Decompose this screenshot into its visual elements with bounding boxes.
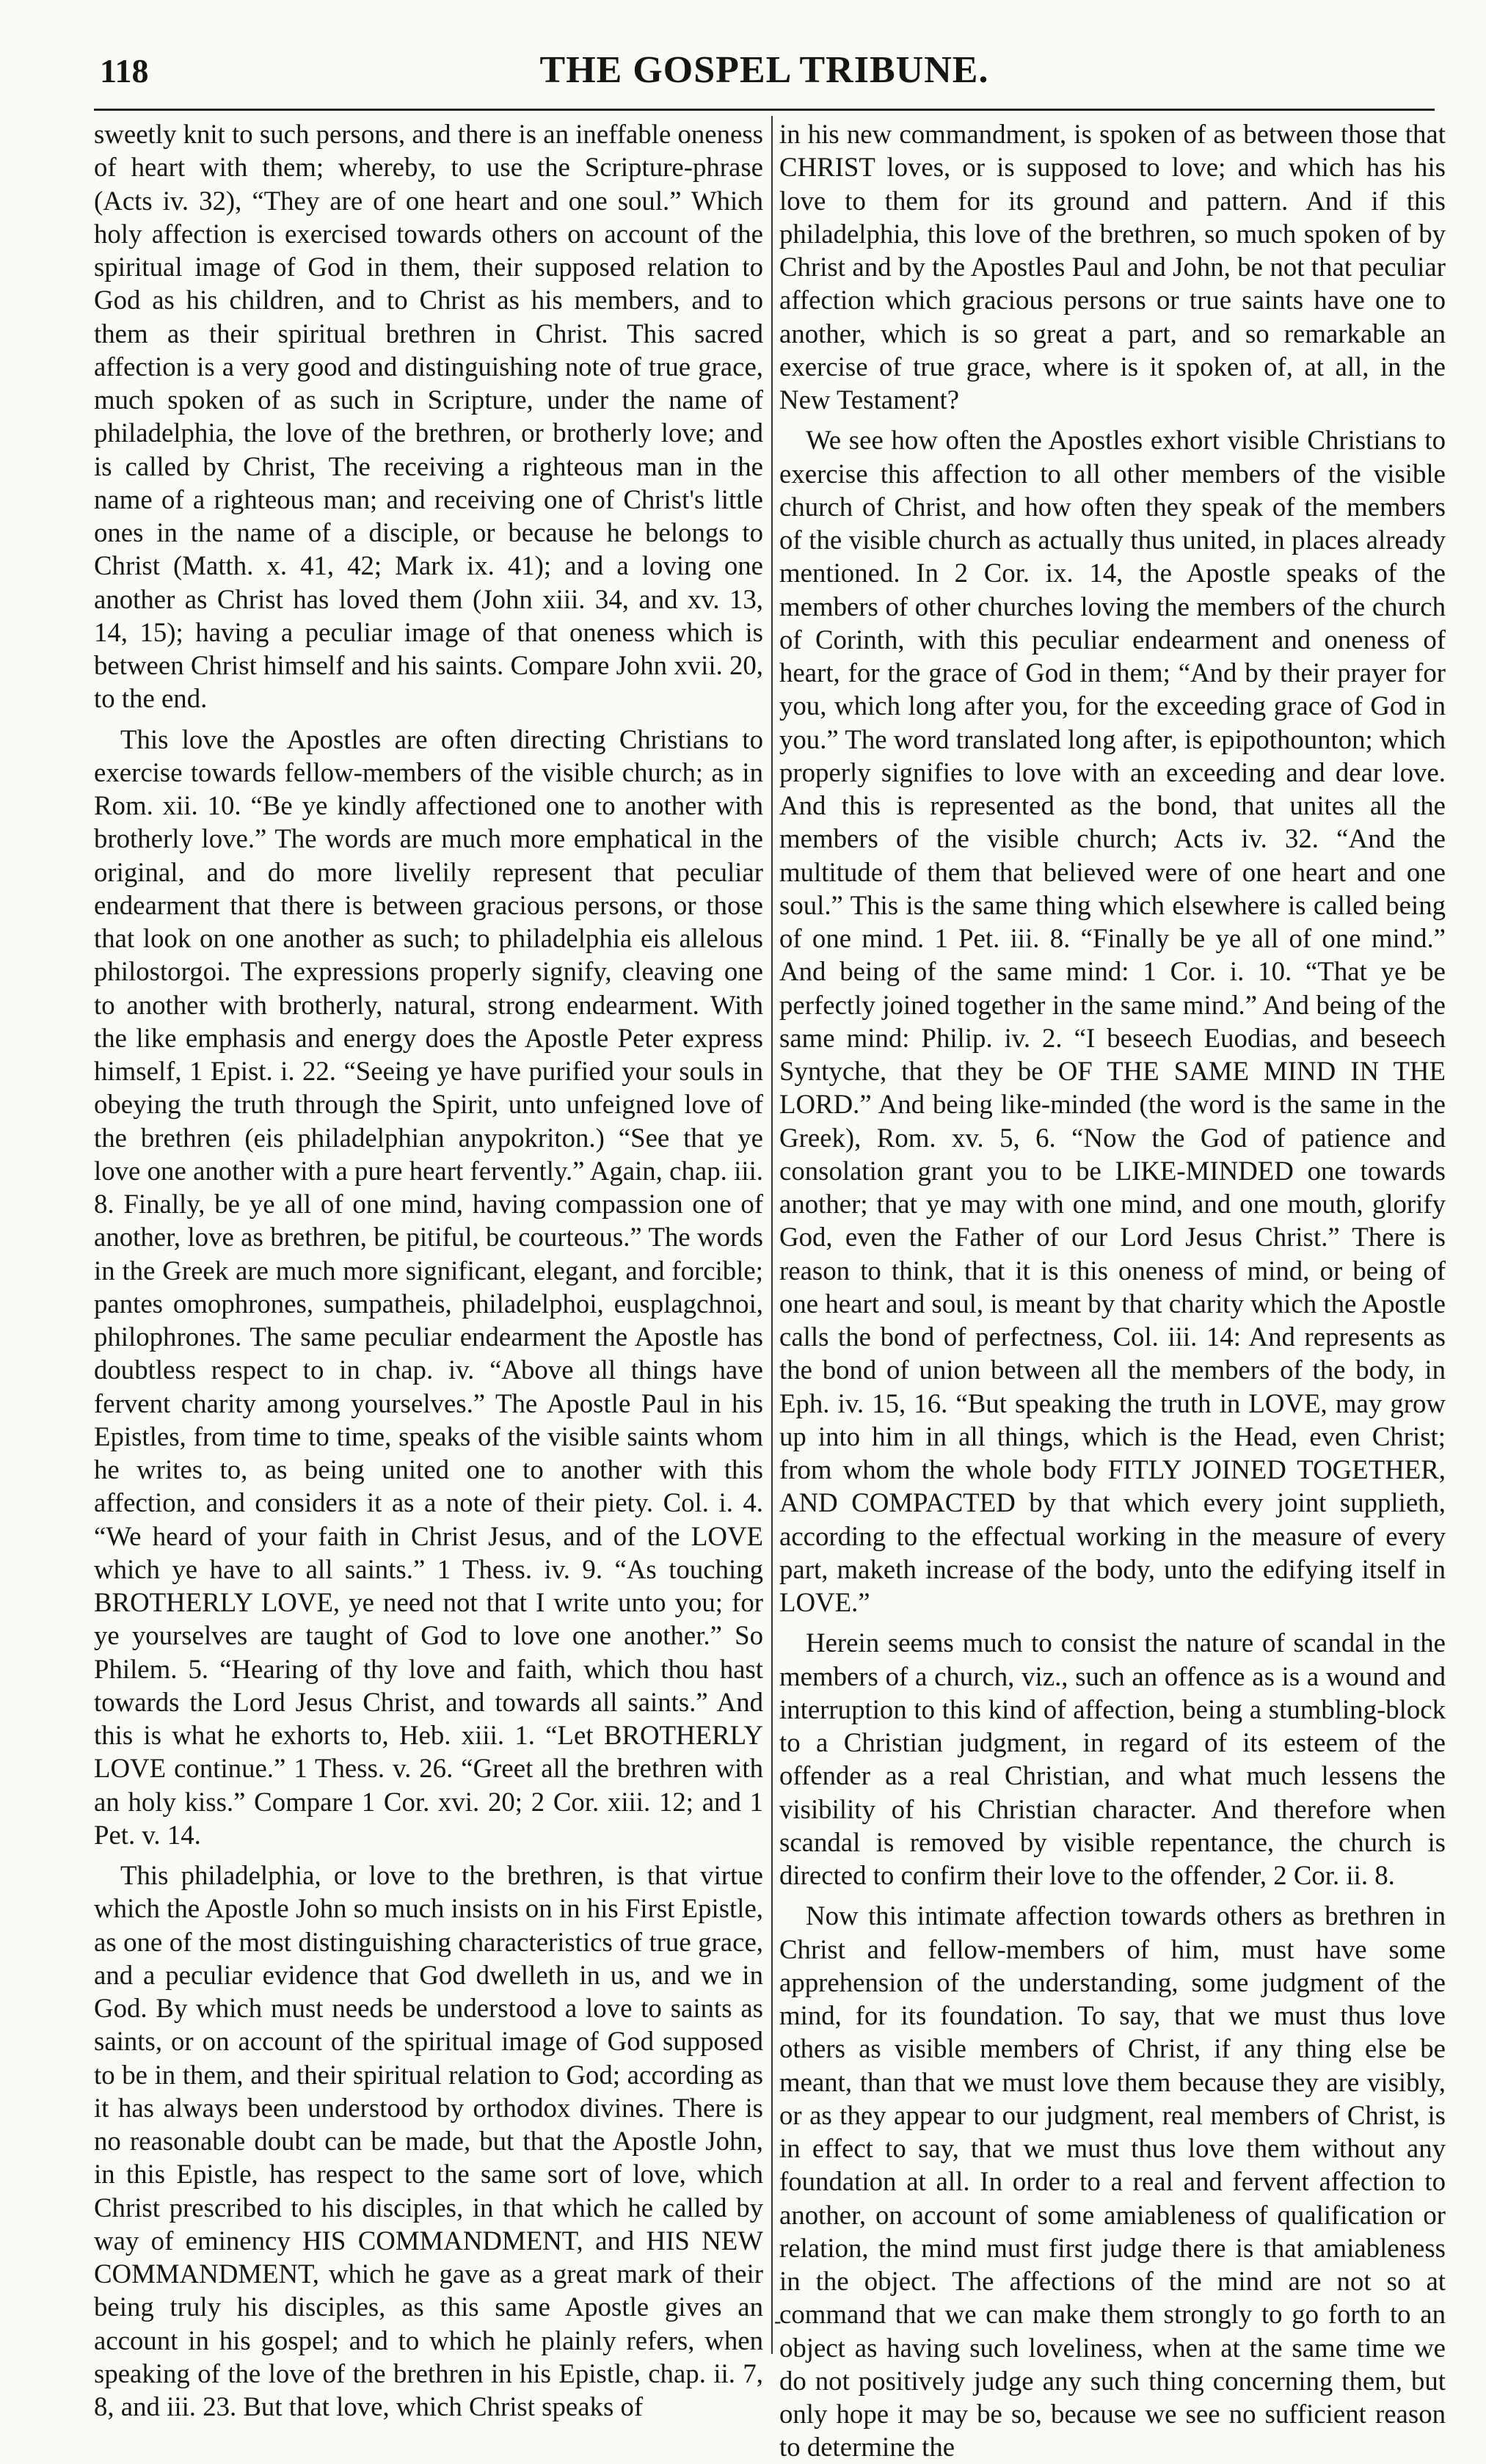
paragraph: sweetly knit to such persons, and there is an ineffable oneness of heart with them; whereby, to use the Scripture-phrase (Acts iv. 32), “They are of one heart and one soul.” Which holy affection is exercised towards others on account of the spiritual image of God in them, their supposed relation to God as his children, and to Christ as his members, and to them as their spiritual brethren in Christ. This sacred affection is a very good and distinguishing note of true grace, much spoken of as such in Scripture, under the name of philadelphia, the love of the brethren, or brotherly love; and is called by Christ, The receiving a righteous man in the name of a righteous man; and receiving one of Christ's little ones in the name of a disciple, or because he belongs to Christ (Matth. x. 41, 42; Mark ix. 41); and a loving one another as Christ has loved them (John xiii. 34, and xv. 13, 14, 15); having a peculiar image of that oneness which is between Christ himself and his saints. Compare John xvii. 20, to the end.	[94, 119, 763, 714]
left-column	[94, 117, 763, 2423]
paragraph: This philadelphia, or love to the brethren, is that virtue which the Apostle John so much insists on in his First Epistle, as one of the most distinguishing characteristics of true grace, and a peculiar evidence that God dwelleth in us, and we in God. By which must needs be understood a love to saints as saints, or on account of the spiritual image of God supposed to be in them, and their spiritual relation to God; according as it has always been understood by orthodox divines. There is no reasonable doubt can be made, but that the Apostle John, in this Epistle, has respect to the same sort of love, which Christ prescribed to his disciples, in that which he called by way of eminency HIS COMMANDMENT, and HIS NEW COMMANDMENT, which he gave as a great mark of their being truly his disciples, as this same Apostle gives an account in his gospel; and to which he plainly refers, when speaking of the love of the brethren in his Epistle, chap. ii. 7, 8, and iii. 23. But that love, which Christ speaks of	[94, 1860, 763, 2421]
paragraph: Now this intimate affection towards others as brethren in Christ and fellow-members of him, must have some apprehension of the understanding, some judgment of the mind, for its foundation. To say, that we must thus love others as visible members of Christ, if any thing else be meant, than that we must love them because they are visibly, or as they appear to our judgment, real members of Christ, is in effect to say, that we must thus love them without any foundation at all. In order to a real and fervent affection to another, on account of some amiableness of qualification or relation, the mind must first judge there is that amiableness in the object. The affections of the mind are not so at command that we can make them strongly to go forth to an object as having such loveliness, when at the same time we do not positively judge any such thing concerning them, but only hope it may be so, because we see no sufficient reason to determine the	[779, 1900, 1446, 2463]
page-header	[94, 43, 1435, 111]
running-title: THE GOSPEL TRIBUNE.	[539, 49, 989, 91]
column-divider	[771, 116, 773, 2354]
paragraph: We see how often the Apostles exhort visible Christians to exercise this affection to all other members of the visible church of Christ, and how often they speak of the members of the visible church as actually thus united, in places already mentioned. In 2 Cor. ix. 14, the Apostle speaks of the members of other churches loving the members of the church of Corinth, with this peculiar endearment and oneness of heart, for the grace of God in them; “And by their prayer for you, which long after you, for the exceeding grace of God in you.” The word translated long after, is epipothounton; which properly signifies to love with an exceeding and dear love. And this is represented as the bond, that unites all the members of the visible church; Acts iv. 32. “And the multitude of them that believed were of one heart and one soul.” This is the same thing which elsewhere is called being of one mind. 1 Pet. iii. 8. “Finally be ye all of one mind.” And being of the same mind: 1 Cor. i. 10. “That ye be perfectly joined together in the same mind.” And being of the same mind: Philip. iv. 2. “I beseech Euodias, and beseech Syntyche, that they be OF THE SAME MIND IN THE LORD.” And being like-minded (the word is the same in the Greek), Rom. xv. 5, 6. “Now the God of patience and consolation grant you to be LIKE-MINDED one towards another; that ye may with one mind, and one mouth, glorify God, even the Father of our Lord Jesus Christ.” There is reason to think, that it is this oneness of mind, or being of one heart and soul, is meant by that charity which the Apostle calls the bond of perfectness, Col. iii. 14: And represents as the bond of union between all the members of the body, in Eph. iv. 15, 16. “But speaking the truth in LOVE, may grow up into him in all things, which is the Head, even Christ; from whom the whole body FITLY JOINED TOGETHER, AND COMPACTED by that which every joint supplieth, according to the effectual working in the measure of every part, maketh increase of the body, unto the edifying itself in LOVE.”	[779, 425, 1446, 1617]
paragraph: Herein seems much to consist the nature of scandal in the members of a church, viz., such an offence as is a wound and interruption to this kind of affection, being a stumbling-block to a Christian judgment, in regard of its esteem of the offender as a real Christian, and what much lessens the visibility of his Christian character. And therefore when scandal is removed by visible repentance, the church is directed to confirm their love to the offender, 2 Cor. ii. 8.	[779, 1628, 1446, 1890]
right-column	[779, 117, 1446, 2464]
paragraph: in his new commandment, is spoken of as between those that CHRIST loves, or is supposed to love; and which has his love to them for its ground and pattern. And if this philadelphia, this love of the brethren, so much spoken of by Christ and by the Apostles Paul and John, be not that peculiar affection which gracious persons or true saints have one to another, which is so great a part, and so remarkable an exercise of true grace, where is it spoken of, at all, in the New Testament?	[779, 119, 1446, 415]
page-number: 118	[100, 52, 149, 90]
footer-mark: -	[774, 2310, 782, 2333]
paragraph: This love the Apostles are often directing Christians to exercise towards fellow-members of the visible church; as in Rom. xii. 10. “Be ye kindly affectioned one to another with brotherly love.” The words are much more emphatical in the original, and do more livelily represent that peculiar endearment that there is between gracious persons, or those that look on one another as such; to philadelphia eis allelous philostorgoi. The expressions properly signify, cleaving one to another with brotherly, natural, strong endearment. With the like emphasis and energy does the Apostle Peter express himself, 1 Epist. i. 22. “Seeing ye have purified your souls in obeying the truth through the Spirit, unto unfeigned love of the brethren (eis philadelphian anypokriton.) “See that ye love one another with a pure heart fervently.” Again, chap. iii. 8. Finally, be ye all of one mind, having compassion one of another, love as brethren, be pitiful, be courteous.” The words in the Greek are much more significant, elegant, and forcible; pantes omophrones, sumpatheis, philadelphoi, eusplagchnoi, philophrones. The same peculiar endearment the Apostle has doubtless respect to in chap. iv. “Above all things have fervent charity among yourselves.” The Apostle Paul in his Epistles, from time to time, speaks of the visible saints whom he writes to, as being united one to another with this affection, and considers it as a note of their piety. Col. i. 4. “We heard of your faith in Christ Jesus, and of the LOVE which ye have to all saints.” 1 Thess. iv. 9. “As touching BROTHERLY LOVE, ye need not that I write unto you; for ye yourselves are taught of God to love one another.” So Philem. 5. “Hearing of thy love and faith, which thou hast towards the Lord Jesus Christ, and towards all saints.” And this is what he exhorts to, Heb. xiii. 1. “Let BROTHERLY LOVE continue.” 1 Thess. v. 26. “Greet all the brethren with an holy kiss.” Compare 1 Cor. xvi. 20; 2 Cor. xiii. 12; and 1 Pet. v. 14.	[94, 723, 763, 1850]
